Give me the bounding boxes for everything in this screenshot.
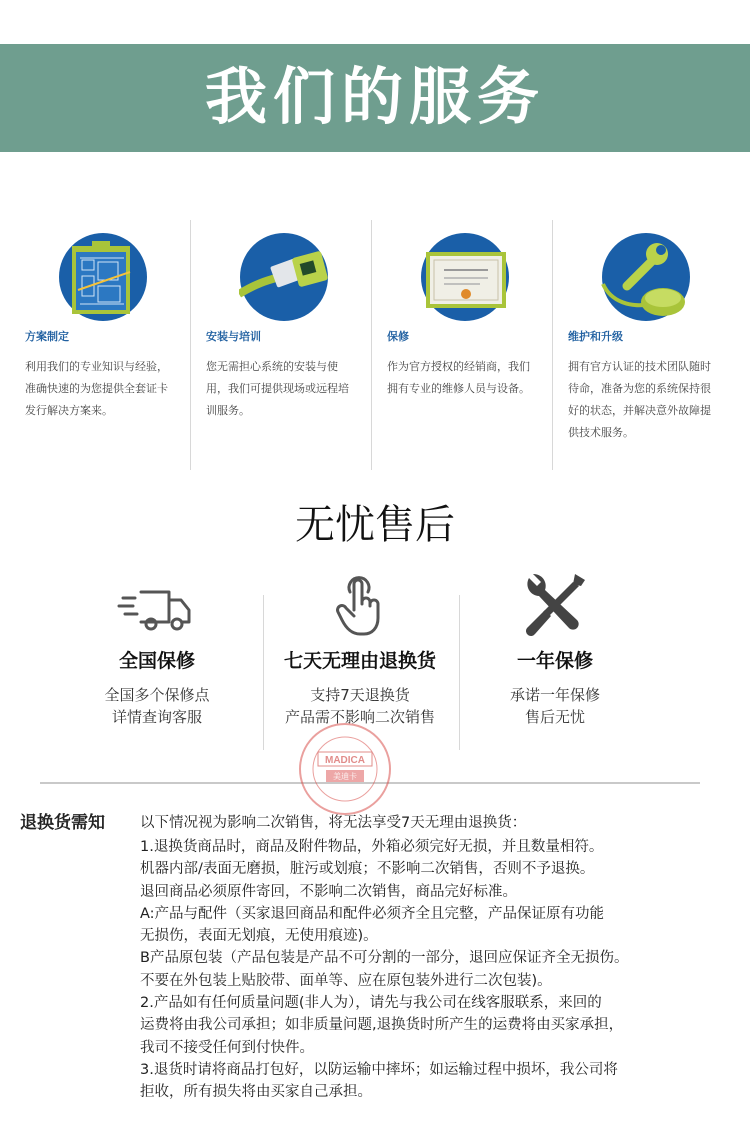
feature-line: 支持7天退换货 (310, 686, 410, 704)
notice-line: 1.退换货商品时，商品及附件物品，外箱必须完好无损，并且数量相符。 (140, 839, 604, 855)
company-seal-stamp (298, 722, 392, 816)
banner-title: 我们的服务 (204, 60, 545, 133)
feature-seven-day-return (265, 570, 455, 728)
notice-line: 不要在外包装上贴胶带、面单等、应在原包装外进行二次包装)。 (140, 972, 552, 989)
feature-title: 一年保修 (516, 650, 593, 672)
wrench-screwdriver-icon (515, 570, 595, 640)
feature-title: 七天无理由退换货 (283, 650, 436, 672)
services-banner (0, 44, 750, 152)
notice-line: A:产品与配件（买家退回商品和配件必须齐全且完整，产品保证原有功能 (140, 905, 605, 922)
after-sales-title: 无忧售后 (295, 502, 455, 548)
feature-nationwide-warranty (62, 570, 252, 728)
svg-text:MADICA: MADICA (325, 755, 365, 766)
service-title: 方案制定 (25, 330, 69, 343)
wrench-mouse-icon (601, 232, 691, 322)
feature-line: 详情查询客服 (111, 708, 202, 726)
notice-title: 退换货需知 (20, 813, 105, 833)
service-title: 维护和升级 (568, 330, 623, 343)
svg-text:美迪卡: 美迪卡 (333, 772, 357, 781)
network-cable-icon (239, 232, 329, 322)
notice-line: 3.退货时请将商品打包好，以防运输中摔坏；如运输过程中损坏，我公司将 (140, 1061, 618, 1078)
notice-line: 无损伤，表面无划痕，无使用痕迹)。 (140, 928, 378, 945)
notice-line: 运费将由我公司承担；如非质量问题,退换货时所产生的运费将由买家承担， (140, 1017, 624, 1034)
feature-title: 全国保修 (118, 650, 195, 672)
service-desc: 利用我们的专业知识与经验，准确快速的为您提供全套证卡发行解决方案来。 (25, 360, 168, 417)
notice-line: B产品原包装（产品包装是产品不可分割的一部分，退回应保证齐全无损伤。 (140, 950, 629, 967)
feature-one-year-warranty (460, 570, 650, 728)
blueprint-clipboard-icon (58, 232, 148, 322)
notice-line: 退回商品必须原件寄回，不影响二次销售，商品完好标准。 (140, 883, 517, 900)
service-desc: 作为官方授权的经销商，我们拥有专业的维修人员与设备。 (387, 360, 530, 395)
feature-line: 承诺一年保修 (509, 686, 600, 704)
service-maintenance (568, 220, 728, 470)
divider (371, 220, 372, 470)
notice-line: 我司不接受任何到付快件。 (140, 1039, 314, 1056)
service-desc: 您无需担心系统的安装与使用，我们可提供现场或远程培训服务。 (206, 360, 349, 417)
delivery-truck-icon (117, 570, 197, 640)
service-title: 保修 (387, 330, 409, 343)
service-install (206, 220, 366, 470)
divider (552, 220, 553, 470)
notice-body (140, 836, 710, 1104)
feature-line: 售后无忧 (524, 708, 585, 726)
feature-line: 产品需不影响二次销售 (284, 708, 435, 726)
service-plan (25, 220, 185, 470)
divider (190, 220, 191, 470)
certificate-icon (420, 232, 510, 322)
notice-line: 2.产品如有任何质量问题(非人为），请先与我公司在线客服联系，来回的 (140, 995, 602, 1012)
notice-line: 机器内部/表面无磨损，脏污或划痕；不影响二次销售，否则不予退换。 (140, 861, 595, 878)
notice-line: 拒收，所有损失将由买家自己承担。 (140, 1084, 372, 1101)
hand-pointer-icon (320, 570, 400, 640)
feature-line: 全国多个保修点 (104, 686, 210, 704)
service-desc: 拥有官方认证的技术团队随时待命，准备为您的系统保持很好的状态，并解决意外故障提供技术服务。 (568, 360, 711, 439)
divider (263, 595, 264, 750)
notice-intro: 以下情况视为影响二次销售，将无法享受7天无理由退换货： (140, 815, 527, 831)
service-title: 安装与培训 (206, 330, 261, 343)
service-warranty (387, 220, 547, 470)
